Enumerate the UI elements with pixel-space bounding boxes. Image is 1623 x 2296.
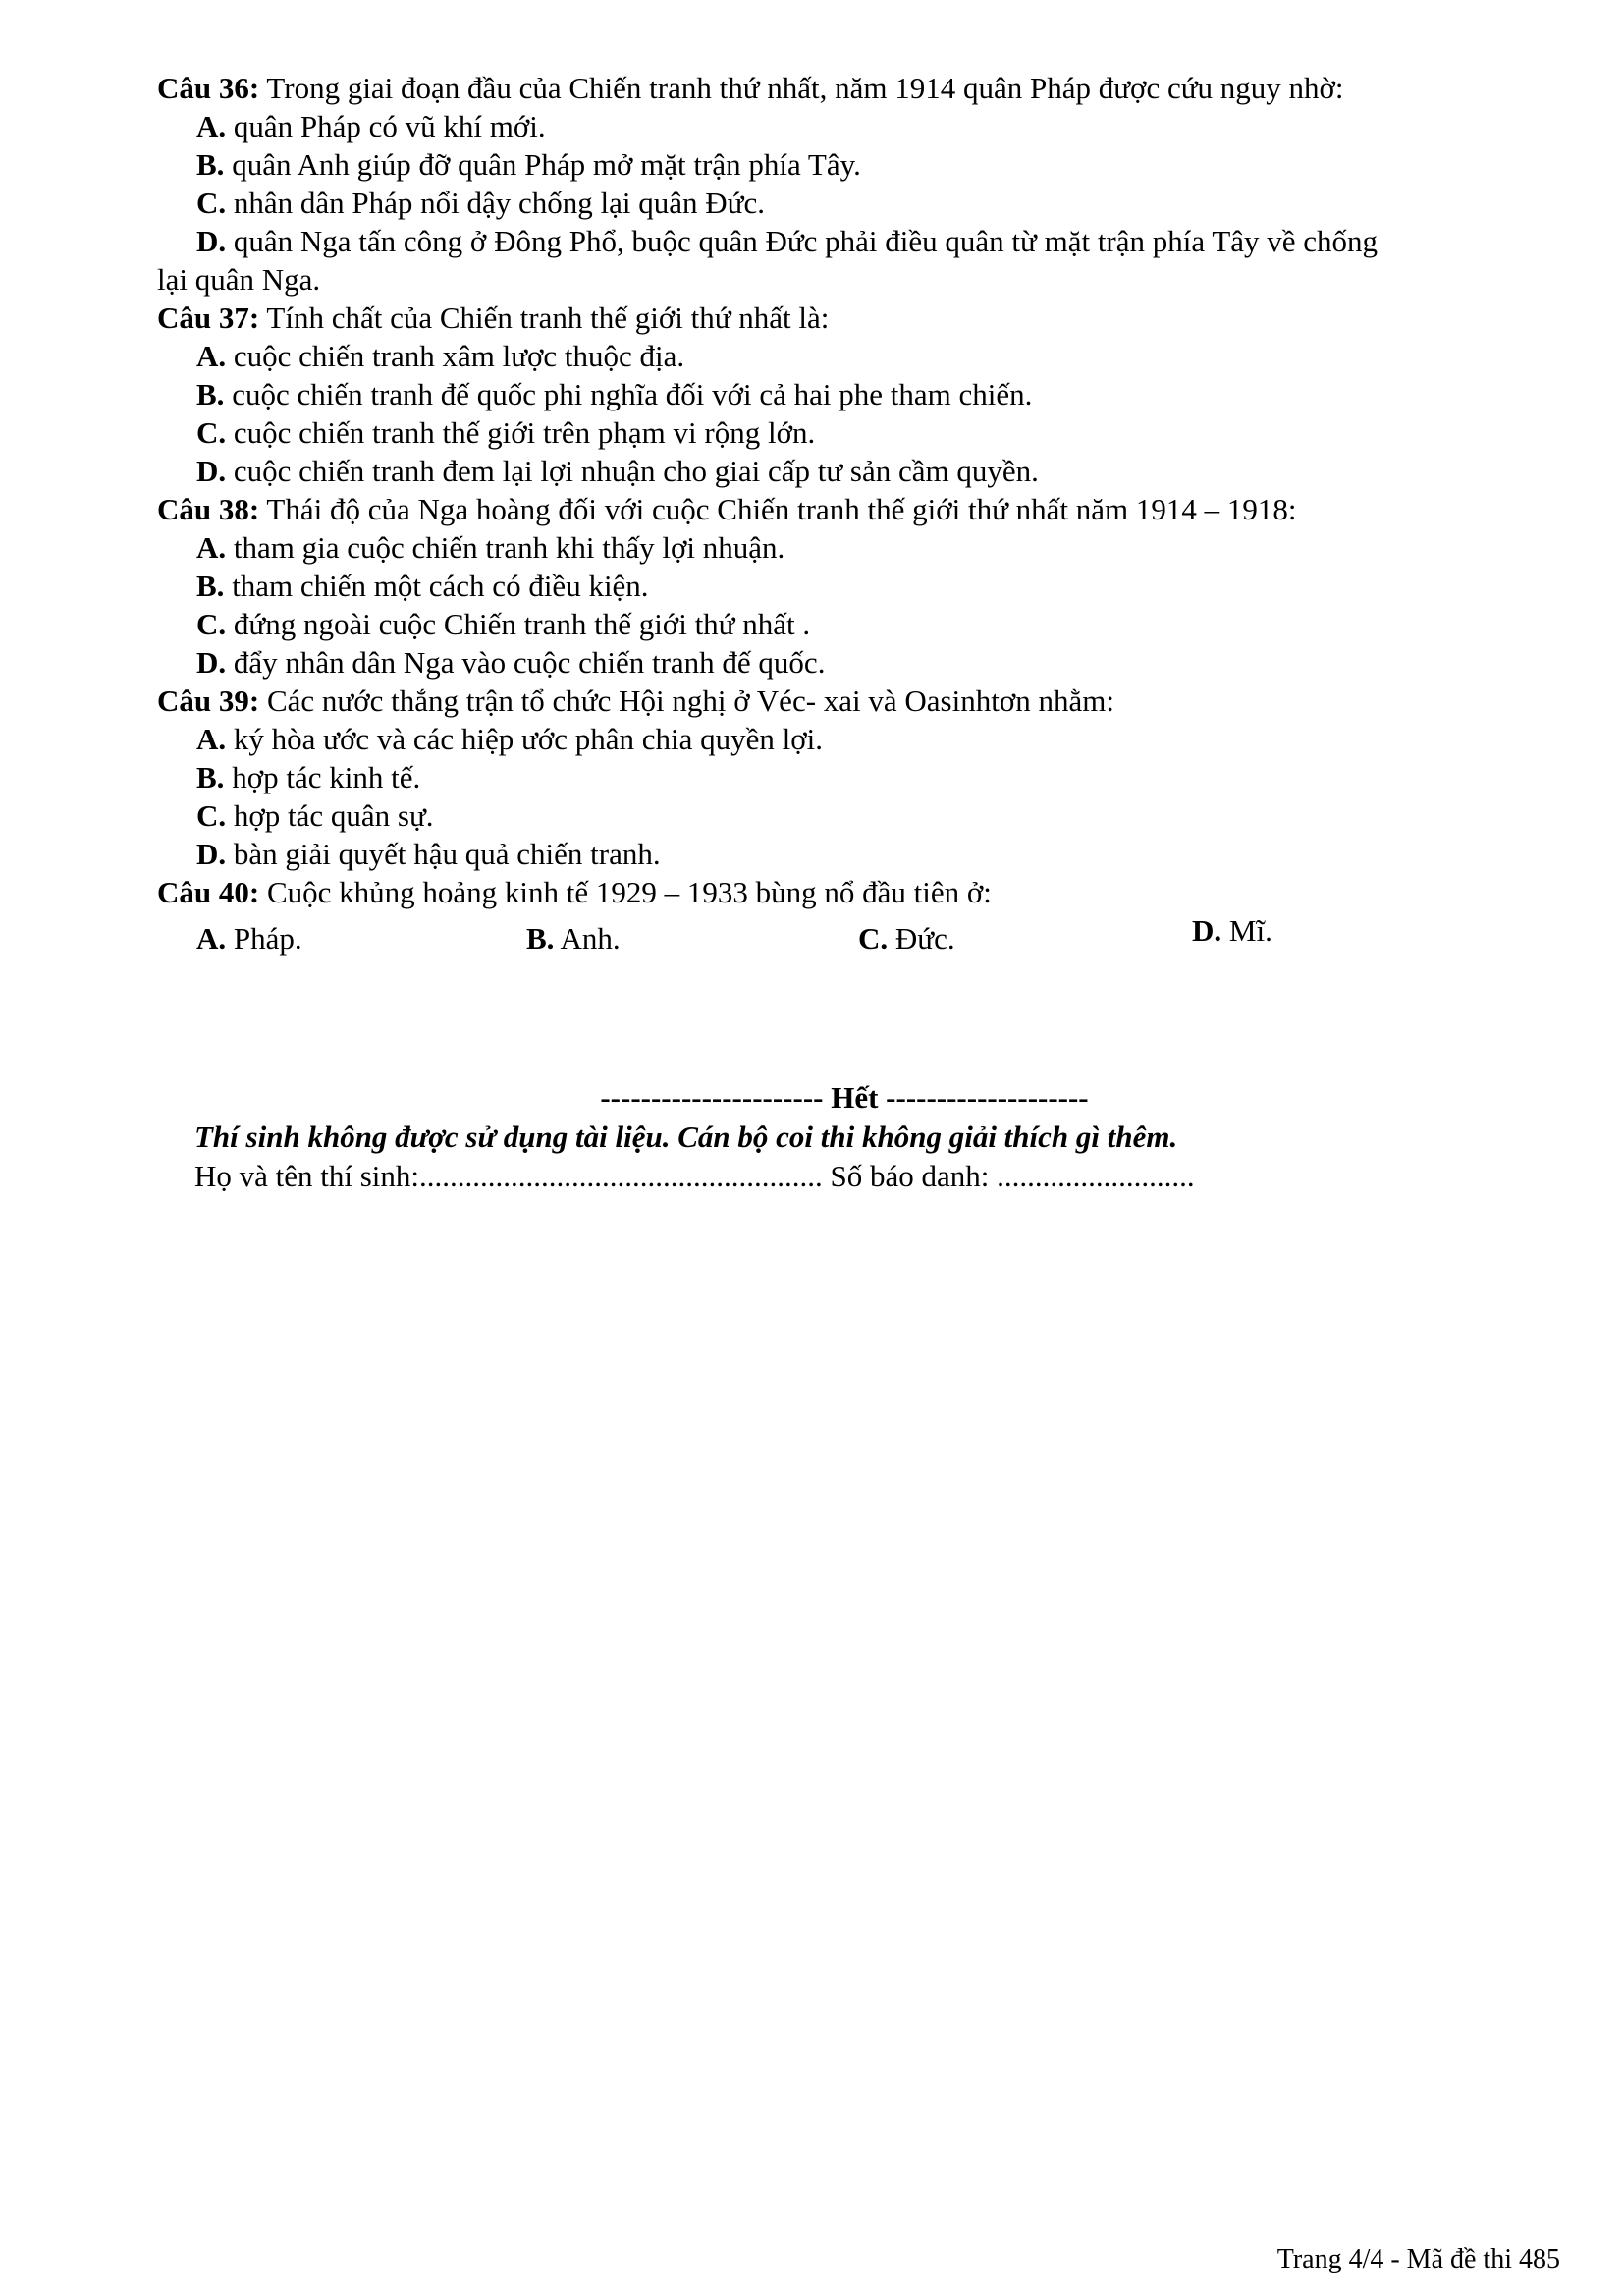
option-key: B.	[196, 147, 225, 182]
option-key: B.	[196, 377, 225, 411]
question-39	[157, 682, 1492, 873]
option-key: D.	[1192, 913, 1222, 948]
option-a	[157, 107, 1492, 145]
option-key: A.	[196, 109, 227, 143]
option-d-continuation: lại quân Nga.	[157, 262, 321, 297]
option-b	[157, 567, 1492, 605]
question-label: Câu 40:	[157, 875, 260, 909]
option-text: tham chiến một cách có điều kiện.	[224, 569, 649, 603]
question-label: Câu 37:	[157, 301, 260, 335]
option-text: hợp tác quân sự.	[226, 798, 434, 833]
question-37	[157, 299, 1492, 490]
question-stem	[157, 682, 1492, 720]
question-36	[157, 69, 1492, 299]
option-d	[1192, 911, 1272, 950]
option-key: C.	[196, 415, 227, 450]
question-text: Trong giai đoạn đầu của Chiến tranh thứ nhất, năm 1914 quân Pháp được cứu nguy nhờ:	[259, 71, 1344, 105]
question-stem	[157, 490, 1492, 528]
option-text: quân Pháp có vũ khí mới.	[226, 109, 546, 143]
end-marker: ---------------------- Hết --------------------	[600, 1080, 1089, 1115]
option-key: B.	[196, 760, 225, 794]
option-c	[157, 796, 1492, 835]
option-b	[157, 375, 1492, 413]
option-text: ký hòa ước và các hiệp ước phân chia quyền lợi.	[226, 722, 823, 756]
option-c	[157, 184, 1492, 222]
question-stem	[157, 299, 1492, 337]
question-label: Câu 36:	[157, 71, 260, 105]
option-key: C.	[196, 186, 227, 220]
question-label: Câu 39:	[157, 683, 260, 718]
question-text: Cuộc khủng hoảng kinh tế 1929 – 1933 bùng nổ đầu tiên ở:	[259, 875, 992, 909]
question-40	[157, 873, 1492, 962]
end-section	[157, 1078, 1492, 1196]
option-text: đứng ngoài cuộc Chiến tranh thế giới thứ nhất .	[226, 607, 811, 641]
option-key: D.	[196, 454, 227, 488]
option-b	[526, 919, 621, 957]
question-text: Tính chất của Chiến tranh thế giới thứ nhất là:	[259, 301, 830, 335]
option-text: Pháp.	[226, 921, 302, 956]
option-text: bàn giải quyết hậu quả chiến tranh.	[226, 837, 661, 871]
option-key: C.	[858, 921, 889, 956]
option-text: cuộc chiến tranh đế quốc phi nghĩa đối với cả hai phe tham chiến.	[224, 377, 1033, 411]
question-text: Các nước thắng trận tổ chức Hội nghị ở Véc- xai và Oasinhtơn nhằm:	[259, 683, 1114, 718]
option-text: tham gia cuộc chiến tranh khi thấy lợi nhuận.	[226, 530, 785, 565]
option-b	[157, 145, 1492, 184]
option-text: đẩy nhân dân Nga vào cuộc chiến tranh đế quốc.	[226, 645, 826, 680]
exam-notice: Thí sinh không được sử dụng tài liệu. Cán bộ coi thi không giải thích gì thêm.	[194, 1120, 1178, 1154]
option-a	[196, 919, 302, 957]
option-text: Đức.	[888, 921, 955, 956]
page-footer: Trang 4/4 - Mã đề thi 485	[1276, 2244, 1560, 2274]
option-d	[157, 643, 1492, 682]
option-key: D.	[196, 224, 227, 258]
option-key: D.	[196, 645, 227, 680]
option-a	[157, 337, 1492, 375]
option-text: cuộc chiến tranh thế giới trên phạm vi rộng lớn.	[226, 415, 816, 450]
option-key: D.	[196, 837, 227, 871]
question-stem	[157, 873, 1492, 911]
questions-area	[157, 69, 1492, 962]
option-key: A.	[196, 722, 227, 756]
option-text: nhân dân Pháp nổi dậy chống lại quân Đức.	[226, 186, 765, 220]
option-key: A.	[196, 339, 227, 373]
inline-options	[157, 915, 1492, 962]
option-b	[157, 758, 1492, 796]
option-d	[157, 835, 1492, 873]
option-a	[157, 528, 1492, 567]
option-c	[157, 605, 1492, 643]
option-text: quân Anh giúp đỡ quân Pháp mở mặt trận phía Tây.	[224, 147, 861, 182]
option-text: cuộc chiến tranh đem lại lợi nhuận cho giai cấp tư sản cầm quyền.	[226, 454, 1039, 488]
option-d	[157, 222, 1492, 260]
option-d	[157, 452, 1492, 490]
option-c	[157, 413, 1492, 452]
question-label: Câu 38:	[157, 492, 260, 526]
candidate-info-line: Họ và tên thí sinh:..................................................... Số báo danh: ..........................	[194, 1159, 1195, 1193]
option-key: A.	[196, 530, 227, 565]
option-c	[858, 919, 955, 957]
option-a	[157, 720, 1492, 758]
option-key: B.	[196, 569, 225, 603]
question-text: Thái độ của Nga hoàng đối với cuộc Chiến tranh thế giới thứ nhất năm 1914 – 1918:	[259, 492, 1297, 526]
option-text: hợp tác kinh tế.	[224, 760, 421, 794]
question-38	[157, 490, 1492, 682]
option-key: A.	[196, 921, 227, 956]
option-key: B.	[526, 921, 555, 956]
option-text: Mĩ.	[1221, 913, 1272, 948]
option-text: Anh.	[554, 921, 621, 956]
option-text: cuộc chiến tranh xâm lược thuộc địa.	[226, 339, 685, 373]
option-key: C.	[196, 607, 227, 641]
option-text: quân Nga tấn công ở Đông Phổ, buộc quân Đức phải điều quân từ mặt trận phía Tây về chống	[226, 224, 1379, 258]
option-key: C.	[196, 798, 227, 833]
question-stem	[157, 69, 1492, 107]
